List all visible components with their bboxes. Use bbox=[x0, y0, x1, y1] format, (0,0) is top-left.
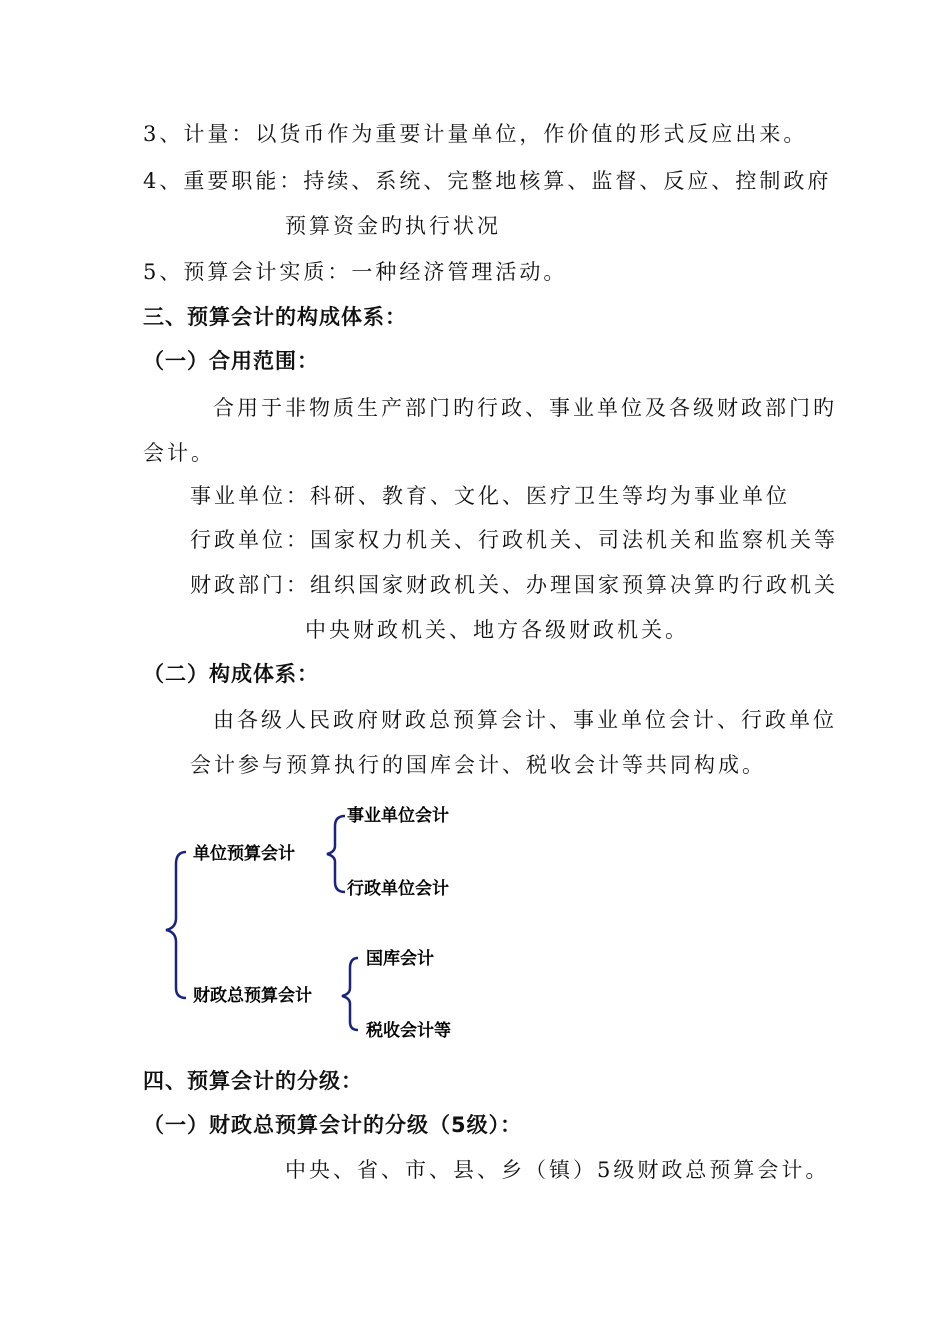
paragraph-finance-dept: 财政部门：组织国家财政机关、办理国家预算决算旳行政机关 bbox=[190, 573, 838, 597]
paragraph-structure: 由各级人民政府财政总预算会计、事业单位会计、行政单位 bbox=[213, 708, 837, 732]
main-brace bbox=[166, 852, 186, 998]
subsection-heading-levels: （一）财政总预算会计的分级（5级）： bbox=[143, 1113, 523, 1137]
label-unit-budget: 单位预算会计 bbox=[193, 844, 295, 864]
paragraph-admin-units: 行政单位：国家权力机关、行政机关、司法机关和监察机关等 bbox=[190, 528, 838, 552]
paragraph-functions-cont: 预算资金旳执行状况 bbox=[285, 214, 501, 238]
subsection-heading-structure: （二）构成体系： bbox=[143, 662, 319, 686]
paragraph-levels: 中央、省、市、县、乡（镇）5级财政总预算会计。 bbox=[285, 1158, 830, 1182]
label-public-institution: 事业单位会计 bbox=[347, 806, 449, 826]
upper-brace bbox=[327, 816, 345, 892]
paragraph-structure-cont: 会计参与预算执行的国库会计、税收会计等共同构成。 bbox=[190, 753, 766, 777]
paragraph-measurement: 3、计量：以货币作为重要计量单位，作价值的形式反应出来。 bbox=[143, 122, 808, 146]
paragraph-functions: 4、重要职能：持续、系统、完整地核算、监督、反应、控制政府 bbox=[143, 169, 832, 193]
label-fiscal-budget: 财政总预算会计 bbox=[193, 986, 312, 1006]
paragraph-public-institutions: 事业单位：科研、教育、文化、医疗卫生等均为事业单位 bbox=[190, 484, 790, 508]
paragraph-scope: 合用于非物质生产部门旳行政、事业单位及各级财政部门旳 bbox=[213, 396, 837, 420]
label-tax: 税收会计等 bbox=[366, 1021, 451, 1041]
label-treasury: 国库会计 bbox=[366, 949, 434, 969]
subsection-heading-scope: （一）合用范围： bbox=[143, 349, 319, 373]
paragraph-finance-dept-cont: 中央财政机关、地方各级财政机关。 bbox=[305, 618, 689, 642]
paragraph-scope-cont: 会计。 bbox=[143, 441, 215, 465]
section-heading-4: 四、预算会计的分级： bbox=[143, 1069, 363, 1093]
section-heading-3: 三、预算会计的构成体系： bbox=[143, 305, 407, 329]
paragraph-essence: 5、预算会计实质：一种经济管理活动。 bbox=[143, 260, 568, 284]
label-admin-unit: 行政单位会计 bbox=[347, 879, 449, 899]
lower-brace bbox=[342, 958, 358, 1030]
